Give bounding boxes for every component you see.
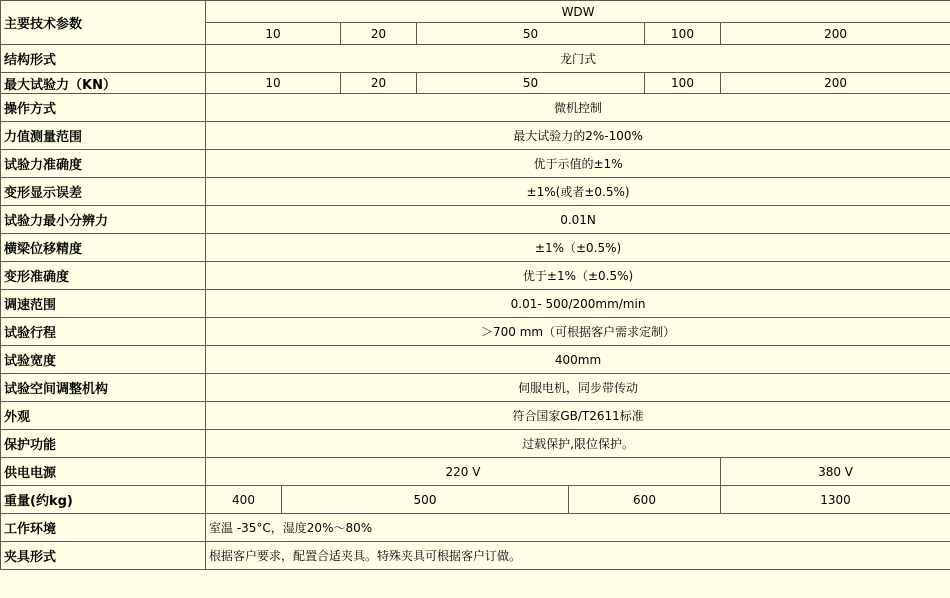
value-fixture: 根据客户要求，配置合适夹具。特殊夹具可根据客户订做。 <box>206 542 950 570</box>
row-force-accuracy <box>1 150 950 178</box>
value-beam-accuracy: ±1%（±0.5%) <box>206 234 950 262</box>
row-min-resolution <box>1 206 950 234</box>
main-params-value: 200 <box>721 23 950 45</box>
label-force-accuracy: 试验力准确度 <box>1 150 206 178</box>
main-params-value: 100 <box>645 23 721 45</box>
value-force-range: 最大试验力的2%-100% <box>206 122 950 150</box>
row-space-adjust <box>1 374 950 402</box>
value-operation: 微机控制 <box>206 94 950 122</box>
row-appearance <box>1 402 950 430</box>
row-main-params <box>1 1 950 23</box>
row-structure <box>1 45 950 73</box>
weight-value: 1300 <box>721 486 950 514</box>
row-operation <box>1 94 950 122</box>
value-structure: 龙门式 <box>206 45 950 73</box>
label-appearance: 外观 <box>1 402 206 430</box>
label-stroke: 试验行程 <box>1 318 206 346</box>
value-stroke: ＞700 mm（可根据客户需求定制） <box>206 318 950 346</box>
label-force-range: 力值测量范围 <box>1 122 206 150</box>
row-weight <box>1 486 950 514</box>
value-space-adjust: 伺服电机，同步带传动 <box>206 374 950 402</box>
row-stroke <box>1 318 950 346</box>
label-space-adjust: 试验空间调整机构 <box>1 374 206 402</box>
max-force-value: 50 <box>417 73 645 94</box>
row-deform-accuracy <box>1 262 950 290</box>
power-value: 220 V <box>206 458 721 486</box>
main-params-value: 20 <box>341 23 417 45</box>
row-deform-error <box>1 178 950 206</box>
row-protection <box>1 430 950 458</box>
label-min-resolution: 试验力最小分辨力 <box>1 206 206 234</box>
max-force-value: 10 <box>206 73 341 94</box>
row-force-range <box>1 122 950 150</box>
label-fixture: 夹具形式 <box>1 542 206 570</box>
value-speed-range: 0.01- 500/200mm/min <box>206 290 950 318</box>
row-width <box>1 346 950 374</box>
value-protection: 过载保护,限位保护。 <box>206 430 950 458</box>
value-min-resolution: 0.01N <box>206 206 950 234</box>
weight-value: 600 <box>569 486 721 514</box>
main-params-value: 50 <box>417 23 645 45</box>
model-cell: WDW <box>206 1 950 23</box>
main-params-value: 10 <box>206 23 341 45</box>
row-environment <box>1 514 950 542</box>
row-fixture <box>1 542 950 570</box>
label-weight: 重量(约kg) <box>1 486 206 514</box>
power-value: 380 V <box>721 458 950 486</box>
row-power <box>1 458 950 486</box>
value-environment: 室温 -35°C，湿度20%～80% <box>206 514 950 542</box>
label-structure: 结构形式 <box>1 45 206 73</box>
row-speed-range <box>1 290 950 318</box>
max-force-value: 20 <box>341 73 417 94</box>
max-force-value: 200 <box>721 73 950 94</box>
value-width: 400mm <box>206 346 950 374</box>
value-force-accuracy: 优于示值的±1% <box>206 150 950 178</box>
label-environment: 工作环境 <box>1 514 206 542</box>
weight-value: 500 <box>282 486 569 514</box>
weight-value: 400 <box>206 486 282 514</box>
label-deform-accuracy: 变形准确度 <box>1 262 206 290</box>
label-speed-range: 调速范围 <box>1 290 206 318</box>
label-protection: 保护功能 <box>1 430 206 458</box>
label-power: 供电电源 <box>1 458 206 486</box>
label-max-force: 最大试验力（KN） <box>1 73 206 94</box>
value-deform-error: ±1%(或者±0.5%) <box>206 178 950 206</box>
max-force-value: 100 <box>645 73 721 94</box>
label-operation: 操作方式 <box>1 94 206 122</box>
label-deform-error: 变形显示误差 <box>1 178 206 206</box>
row-max-force <box>1 73 950 94</box>
row-beam-accuracy <box>1 234 950 262</box>
value-deform-accuracy: 优于±1%（±0.5%) <box>206 262 950 290</box>
value-appearance: 符合国家GB/T2611标准 <box>206 402 950 430</box>
label-main-params: 主要技术参数 <box>1 1 206 45</box>
label-beam-accuracy: 横梁位移精度 <box>1 234 206 262</box>
label-width: 试验宽度 <box>1 346 206 374</box>
